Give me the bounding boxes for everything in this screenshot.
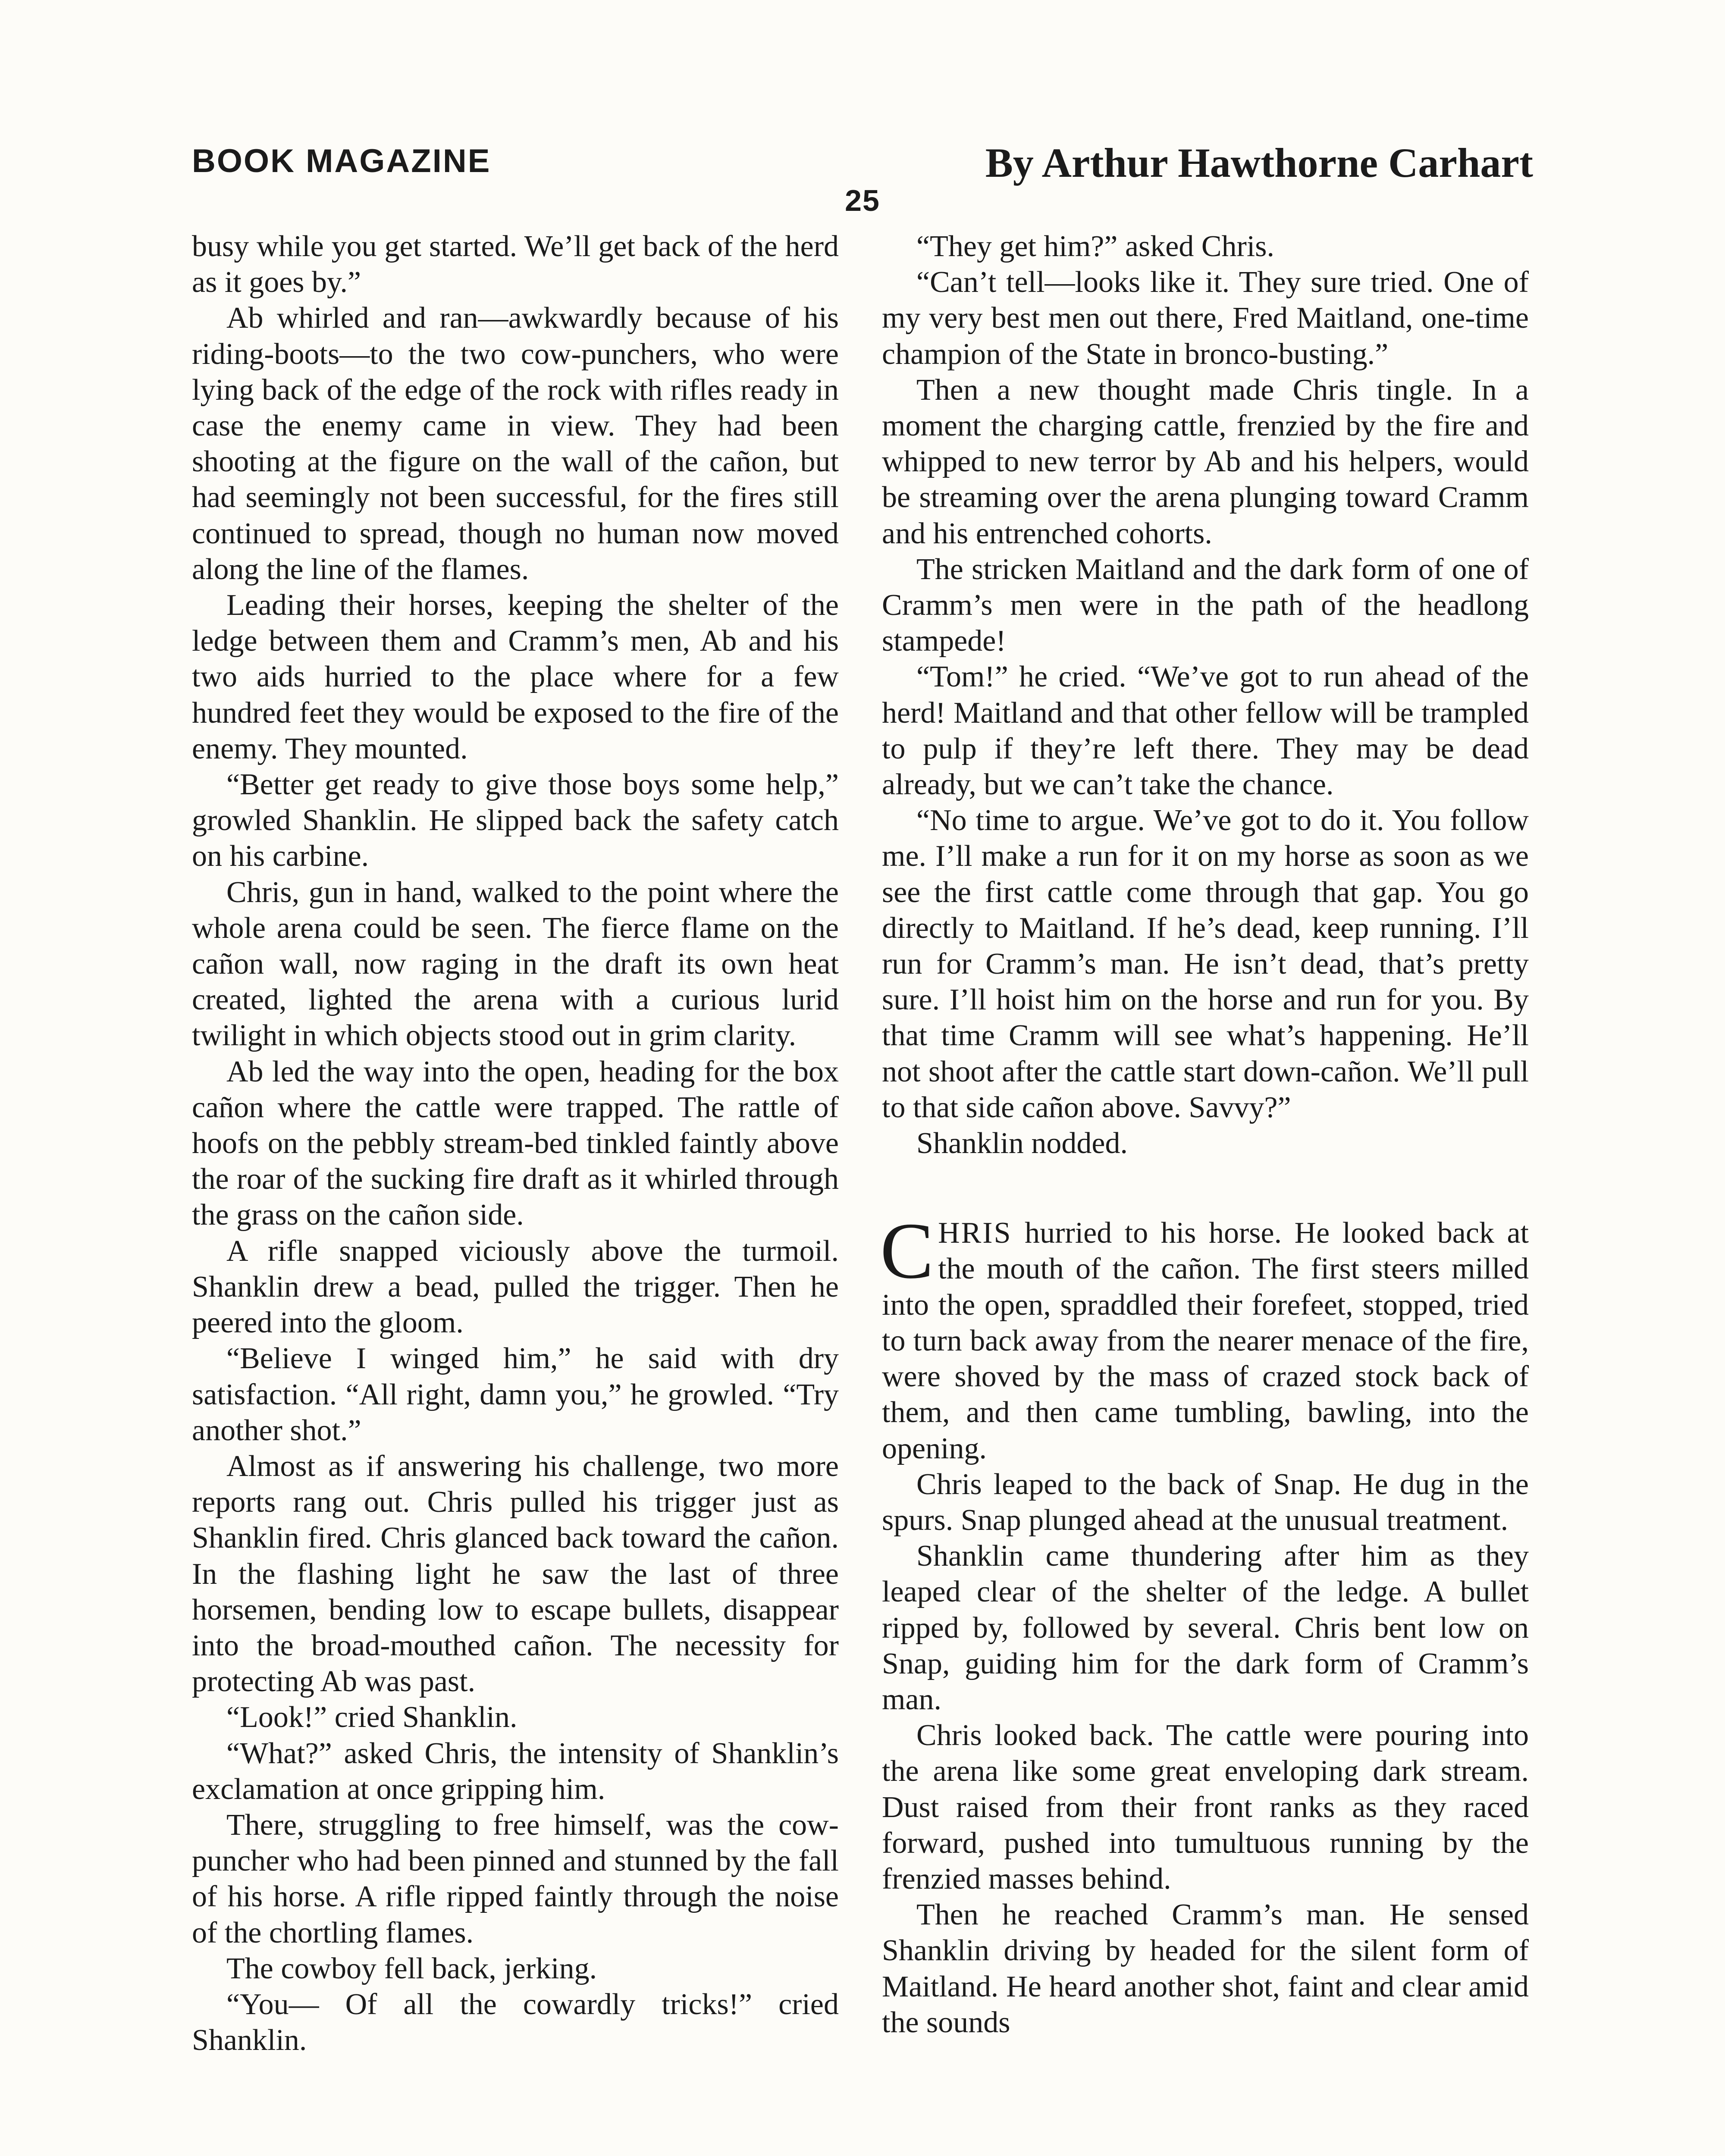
paragraph: A rifle snapped viciously above the turmoil. Shanklin drew a bead, pulled the trigger. Then he peered into the gloom. bbox=[192, 1234, 839, 1340]
paragraph: Ab led the way into the open, heading for the box cañon where the cattle were trapped. The rattle of hoofs on the pebbly stream-bed tinkled faintly above the roar of the sucking fire draft as it whirled through the grass on the cañon side. bbox=[192, 1055, 839, 1232]
paragraph: The stricken Maitland and the dark form of one of Cramm’s men were in the path of the headlong stampede! bbox=[882, 552, 1529, 658]
paragraph: “Better get ready to give those boys some help,” growled Shanklin. He slipped back the safety catch on his carbine. bbox=[192, 768, 839, 873]
paragraph: “Can’t tell—looks like it. They sure tried. One of my very best men out there, Fred Maitland, one-time champion of the State in bronco-busting.” bbox=[882, 266, 1529, 371]
opening-text: hurried to his horse. He looked back at the mouth of the cañon. The first steers milled into the open, spraddled their forefeet, stopped, tried to turn back away from the nearer menace of the fire, were shoved by the mass of crazed stock back of them, and then came tumbling, bawling, into the opening. bbox=[882, 1216, 1529, 1465]
paragraph: “No time to argue. We’ve got to do it. You follow me. I’ll make a run for it on my horse as soon as we see the first cattle come through that gap. You go directly to Maitland. If he’s dead, keep running. I’ll run for Cramm’s man. He isn’t dead, that’s pretty sure. I’ll hoist him on the horse and run for you. By that time Cramm will see what’s happening. He’ll not shoot after the cattle start down-cañon. We’ll pull to that side cañon above. Savvy?” bbox=[882, 804, 1529, 1124]
paragraph: “What?” asked Chris, the intensity of Shanklin’s exclamation at once gripping him. bbox=[192, 1736, 839, 1806]
author-byline: By Arthur Hawthorne Carhart bbox=[985, 140, 1533, 186]
paragraph: Chris, gun in hand, walked to the point where the whole arena could be seen. The fierce flame on the cañon wall, now raging in the draft its own heat created, lighted the arena with a curious lurid twilight in which objects stood out in grim clarity. bbox=[192, 875, 839, 1053]
paragraph: Shanklin nodded. bbox=[916, 1127, 1128, 1160]
paragraph: Leading their horses, keeping the shelter of the ledge between them and Cramm’s men, Ab and his two aids hurried to the place where for a few hundred feet they would be exposed to the fire of the enemy. They mounted. bbox=[192, 589, 839, 765]
paragraph: Then a new thought made Chris tingle. In a moment the charging cattle, frenzied by the fire and whipped to new terror by Ab and his helpers, would be streaming over the arena plunging toward Cramm and his entrenched cohorts. bbox=[882, 373, 1529, 550]
section-break bbox=[882, 1161, 1529, 1215]
paragraph: “Tom!” he cried. “We’ve got to run ahead of the herd! Maitland and that other fellow will be trampled to pulp if they’re left there. They may be dead already, but we can’t take the chance. bbox=[882, 660, 1529, 802]
paragraph: Then he reached Cramm’s man. He sensed Shanklin driving by headed for the silent form of Maitland. He heard another shot, faint and clear amid the sounds bbox=[882, 1898, 1529, 2039]
paragraph: Ab whirled and ran—awkwardly because of his riding-boots—to the two cow-punchers, who were lying back of the edge of the rock with rifles ready in case the enemy came in view. They had been shooting at the figure on the wall of the cañon, but had seemingly not been successful, for the fires still continued to spread, though no human now moved along the line of the flames. bbox=[192, 301, 839, 586]
paragraph: The cowboy fell back, jerking. bbox=[226, 1952, 597, 1985]
paragraph: Almost as if answering his challenge, two more reports rang out. Chris pulled his trigger just as Shanklin fired. Chris glanced back toward the cañon. In the flashing light he saw the last of three horsemen, bending low to escape bullets, disappear into the broad-mouthed cañon. The necessity for protecting Ab was past. bbox=[192, 1449, 839, 1698]
magazine-title: BOOK MAGAZINE bbox=[192, 143, 491, 179]
paragraph: “Look!” cried Shanklin. bbox=[226, 1701, 518, 1734]
page-number: 25 bbox=[845, 184, 880, 217]
section-opening-paragraph bbox=[880, 1206, 1529, 1466]
paragraph: “They get him?” asked Chris. bbox=[916, 230, 1275, 263]
paragraph: Chris looked back. The cattle were pouring into the arena like some great enveloping dark stream. Dust raised from their front ranks as they raced forward, pushed into tumultuous running by the frenzied masses behind. bbox=[882, 1719, 1529, 1896]
paragraph: Shanklin came thundering after him as they leaped clear of the shelter of the ledge. A bullet ripped by, followed by several. Chris bent low on Snap, guiding him for the dark form of Cramm’s man. bbox=[882, 1539, 1529, 1716]
right-column bbox=[882, 229, 1529, 2040]
left-column bbox=[192, 229, 839, 2058]
drop-cap: C bbox=[880, 1206, 934, 1296]
paragraph: busy while you get started. We’ll get back of the herd as it goes by.” bbox=[192, 230, 839, 299]
paragraph: Chris leaped to the back of Snap. He dug in the spurs. Snap plunged ahead at the unusual treatment. bbox=[882, 1467, 1529, 1537]
lead-in-caps: HRIS bbox=[938, 1216, 1012, 1250]
paragraph: “You— Of all the cowardly tricks!” cried Shanklin. bbox=[192, 1987, 839, 2057]
paragraph: “Believe I winged him,” he said with dry satisfaction. “All right, damn you,” he growled. “Try another shot.” bbox=[192, 1342, 839, 1447]
paragraph: There, struggling to free himself, was the cow-puncher who had been pinned and stunned by the fall of his horse. A rifle ripped faintly through the noise of the chortling flames. bbox=[192, 1808, 839, 1949]
